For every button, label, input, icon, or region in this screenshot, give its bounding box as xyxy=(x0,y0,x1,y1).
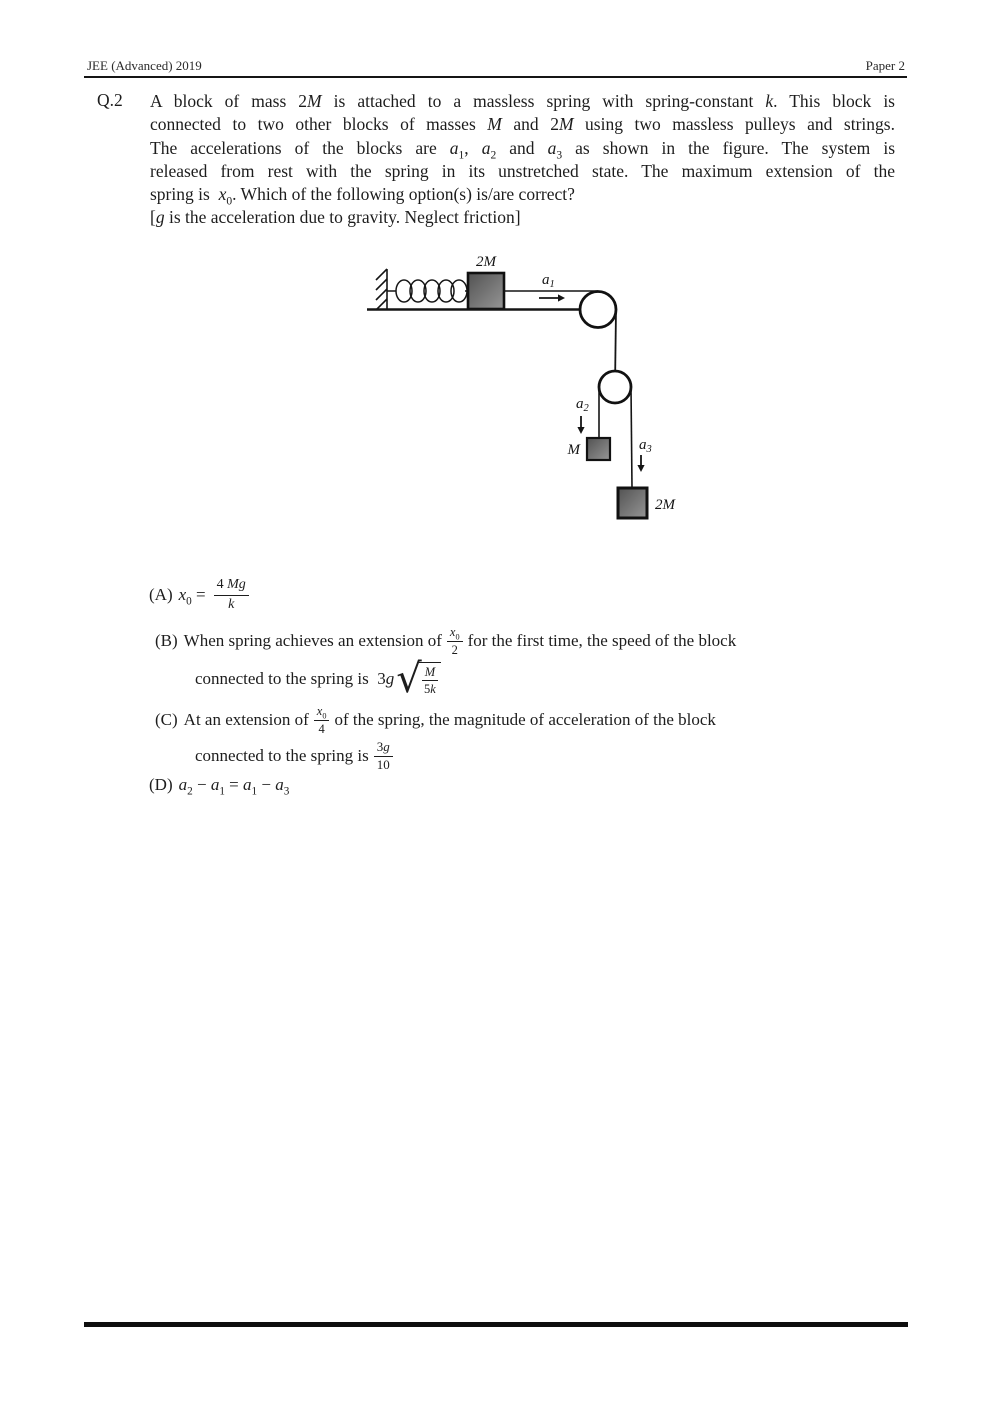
question-text xyxy=(150,90,895,230)
option-c-line2-text: connected to the spring is xyxy=(195,746,369,765)
question-line: A block of mass 2M is attached to a massless spring with spring-constant k. This block is xyxy=(150,91,895,111)
header-left: JEE (Advanced) 2019 xyxy=(87,58,202,73)
block-2m-top xyxy=(468,273,504,309)
pulley-1 xyxy=(580,292,616,328)
wall-hatching-icon xyxy=(376,269,387,310)
square-root xyxy=(396,656,441,702)
fraction: $\frac{x_0}{2}$ xyxy=(447,625,463,657)
option-b-label: (B) xyxy=(155,631,178,650)
a1-arrow-icon xyxy=(539,294,565,301)
string-to-2m xyxy=(631,387,632,488)
option-c xyxy=(155,703,716,737)
question-line: spring is $x_0$. Which of the following option(s) is/are correct? xyxy=(150,184,575,208)
block-2m-bottom-label: 2M xyxy=(655,497,675,513)
option-b-line2-text: connected to the spring is 3g xyxy=(195,669,395,688)
option-b-text2: for the first time, the speed of the block xyxy=(467,631,737,650)
option-c-label: (C) xyxy=(155,710,178,729)
question-line: connected to two other blocks of masses M and 2M using two massless pulleys and strings. xyxy=(150,114,895,135)
pulley-spring-figure xyxy=(360,246,700,530)
option-c-line2 xyxy=(195,738,398,774)
fraction: $\frac{4 Mg}{k}$ xyxy=(214,577,249,612)
pulley-2 xyxy=(599,371,631,403)
a1-label: $a_1$ xyxy=(542,272,555,290)
option-a-label: (A) xyxy=(149,585,173,604)
option-b xyxy=(155,624,736,658)
fraction: $\frac{x_0}{4}$ xyxy=(314,704,330,736)
header-rule xyxy=(84,76,907,78)
spring-icon xyxy=(387,280,468,302)
a2-arrow-icon xyxy=(577,416,584,434)
block-m-label: M xyxy=(567,442,580,458)
question-line: released from rest with the spring in its unstretched state. The maximum extension of the xyxy=(150,160,895,181)
fraction: $\frac{3g}{10}$ xyxy=(374,740,393,773)
header-right: Paper 2 xyxy=(865,58,905,73)
option-c-text2: of the spring, the magnitude of acceleration of the block xyxy=(334,710,716,729)
option-c-text: At an extension of xyxy=(183,710,309,729)
question-line: The accelerations of the blocks are $a_1$, $a_2$ and $a_3$ as shown in the figure. The system is xyxy=(150,137,896,162)
option-b-line2 xyxy=(195,656,441,702)
option-d-expression: $a_2 - a_1 = a_1 - a_3$ xyxy=(178,775,290,798)
radical-icon: √ xyxy=(396,656,422,702)
block-2m-top-label: 2M xyxy=(476,254,496,270)
question-number: Q.2 xyxy=(97,90,123,110)
block-m xyxy=(587,438,610,460)
a3-arrow-icon xyxy=(637,455,644,472)
option-d xyxy=(149,772,289,798)
option-a-lhs: $x_0$ = xyxy=(178,585,206,608)
bottom-rule xyxy=(84,1322,908,1327)
question-line: [g is the acceleration due to gravity. Neglect friction] xyxy=(150,207,521,228)
option-b-text: When spring achieves an extension of xyxy=(183,631,442,650)
option-d-label: (D) xyxy=(149,775,173,794)
option-a xyxy=(149,575,254,615)
a2-label: $a_2$ xyxy=(576,396,589,414)
fraction: $\frac{M}{5k}$ xyxy=(422,665,438,697)
a3-label: $a_3$ xyxy=(639,437,652,455)
block-2m-bottom xyxy=(618,488,647,518)
